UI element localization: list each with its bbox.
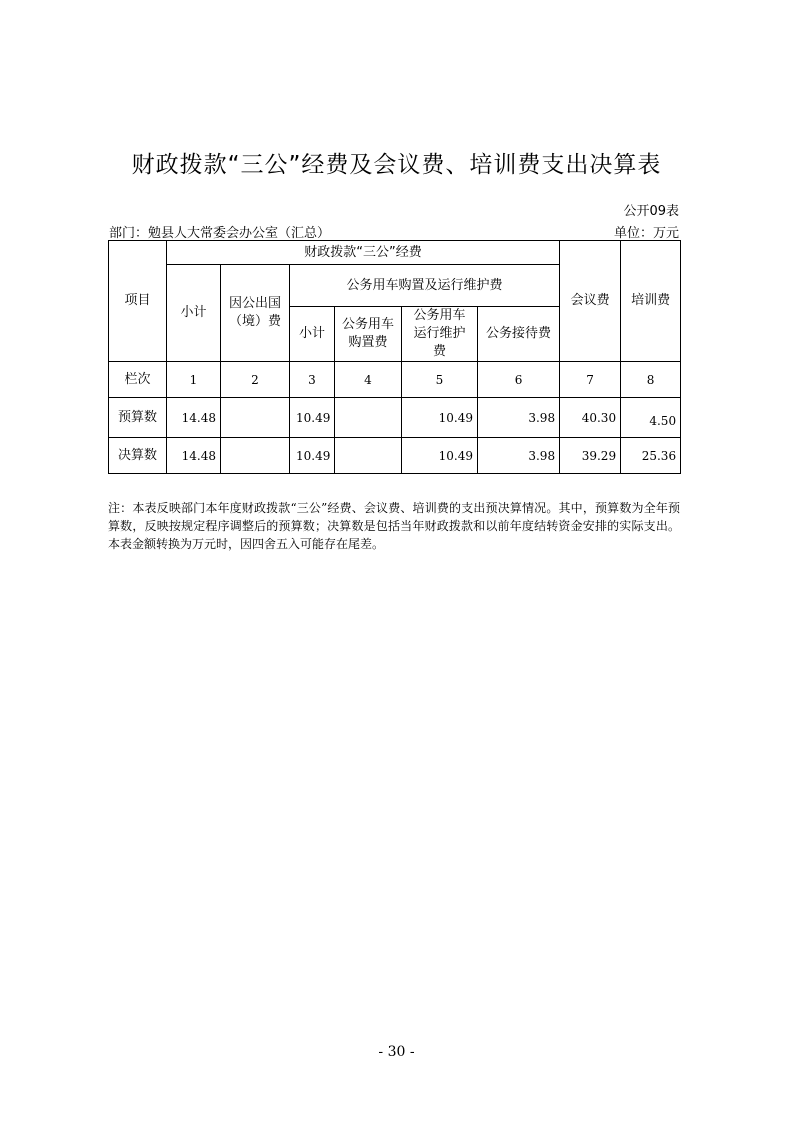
header-vehicle-subtotal: 小计 — [290, 307, 335, 362]
table-cell: 7 — [560, 362, 621, 398]
header-training: 培训费 — [621, 241, 681, 362]
table-cell: 40.30 — [560, 398, 621, 438]
table-cell: 3 — [290, 362, 335, 398]
table-cell — [221, 398, 290, 438]
table-cell: 8 — [621, 362, 681, 398]
table-cell: 10.49 — [290, 398, 335, 438]
header-item: 项目 — [109, 241, 167, 362]
table-row — [109, 438, 681, 474]
header-reception: 公务接待费 — [478, 307, 560, 362]
table-cell: 14.48 — [167, 438, 221, 474]
table-cell — [221, 438, 290, 474]
header-sangong: 财政拨款“三公”经费 — [167, 241, 560, 265]
header-vehicle-purchase: 公务用车购置费 — [335, 307, 402, 362]
table-cell: 4.50 — [621, 398, 681, 438]
table-cell: 3.98 — [478, 438, 560, 474]
table-cell: 10.49 — [402, 438, 478, 474]
header-meeting: 会议费 — [560, 241, 621, 362]
table-row — [109, 398, 681, 438]
table-cell: 2 — [221, 362, 290, 398]
row-label: 栏次 — [109, 362, 167, 398]
table-footnote: 注：本表反映部门本年度财政拨款“三公”经费、会议费、培训费的支出预决算情况。其中，预算数为全年预算数，反映按规定程序调整后的预算数；决算数是包括当年财政拨款和以前年度结转资金安排的实际支出。本表金额转换为万元时，因四舍五入可能存在尾差。 — [108, 501, 680, 551]
row-label: 决算数 — [109, 438, 167, 474]
department-label: 部门：勉县人大常委会办公室（汇总） — [109, 226, 331, 241]
table-cell: 10.49 — [402, 398, 478, 438]
table-cell: 39.29 — [560, 438, 621, 474]
page-title: 财政拨款“三公”经费及会议费、培训费支出决算表 — [131, 152, 662, 178]
table-cell: 10.49 — [290, 438, 335, 474]
table-cell: 14.48 — [167, 398, 221, 438]
table-cell: 3.98 — [478, 398, 560, 438]
unit-label: 单位：万元 — [613, 226, 679, 241]
page-number: - 30 - — [378, 1044, 415, 1060]
expenditure-table — [108, 240, 681, 474]
row-label: 预算数 — [109, 398, 167, 438]
header-subtotal: 小计 — [167, 265, 221, 362]
table-cell — [335, 398, 402, 438]
table-cell: 1 — [167, 362, 221, 398]
form-number: 公开09表 — [623, 204, 679, 219]
table-cell: 4 — [335, 362, 402, 398]
header-abroad: 因公出国（境）费 — [221, 265, 290, 362]
table-cell: 25.36 — [621, 438, 681, 474]
header-vehicle: 公务用车购置及运行维护费 — [290, 265, 560, 307]
table-cell: 6 — [478, 362, 560, 398]
table-cell: 5 — [402, 362, 478, 398]
header-vehicle-operation: 公务用车运行维护费 — [402, 307, 478, 362]
table-cell — [335, 438, 402, 474]
table-row — [109, 362, 681, 398]
